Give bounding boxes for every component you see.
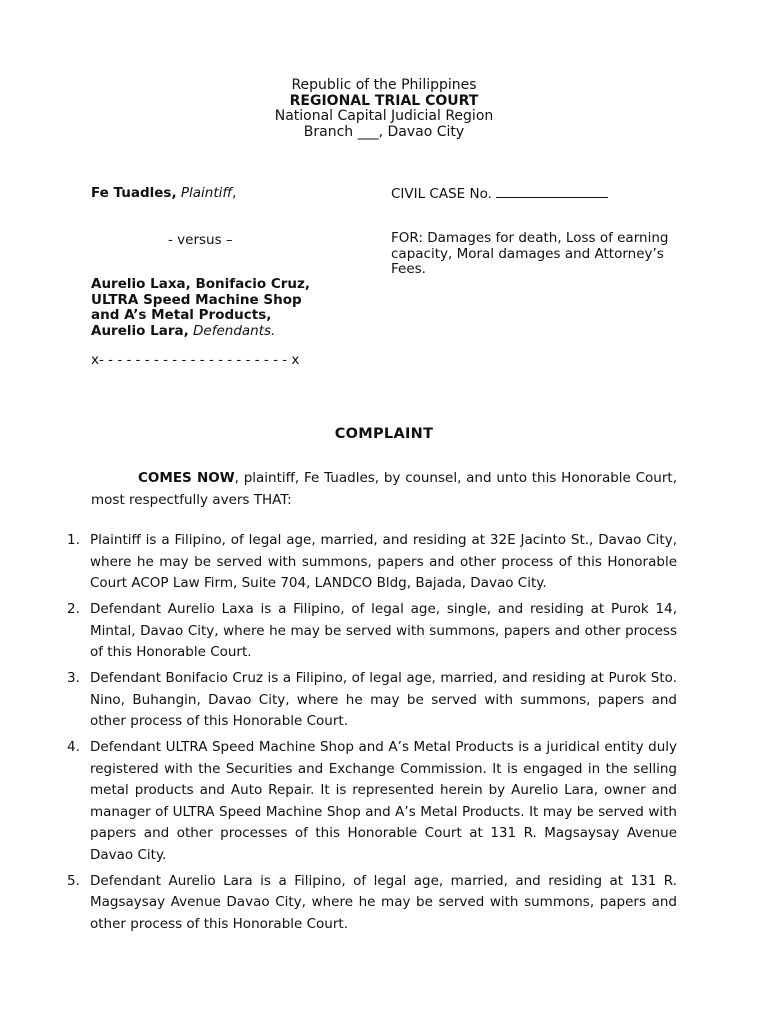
- allegation-number: 3.: [67, 670, 80, 686]
- allegation-text: Defendant Bonifacio Cruz is a Filipino, of legal age, married, and residing at Purok Sto. Nino, Buhangin, Davao City, where he may be served with summons, papers and other process of this Honorable Court.: [90, 670, 677, 729]
- intro-rest: , plaintiff, Fe Tuadles, by counsel, and unto this Honorable Court, most respectfully avers THAT:: [91, 470, 677, 508]
- allegation-item: [62, 737, 677, 866]
- intro-paragraph: [91, 468, 677, 511]
- branch-line: Branch ___, Davao City: [303, 123, 465, 140]
- allegation-item: [62, 668, 677, 733]
- civil-case-label: CIVIL CASE No.: [391, 186, 492, 202]
- court-header: [0, 78, 768, 140]
- plaintiff-line: [91, 185, 236, 201]
- allegation-text: Defendant Aurelio Laxa is a Filipino, of legal age, single, and residing at Purok 14, Mintal, Davao City, where he may be served with summons, papers and other process of this Honorable Court.: [90, 601, 677, 660]
- defendant-names: Aurelio Laxa, Bonifacio Cruz, ULTRA Speed Machine Shop and A’s Metal Products, Aurelio Lara,: [91, 276, 311, 339]
- allegation-number: 2.: [67, 601, 80, 617]
- allegation-item: [62, 530, 677, 595]
- versus-label: - versus –: [168, 232, 233, 248]
- allegation-number: 1.: [67, 532, 80, 548]
- intro-lead: COMES NOW: [138, 470, 235, 486]
- allegation-text: Plaintiff is a Filipino, of legal age, married, and residing at 32E Jacinto St., Davao City, where he may be served with summons, papers and other process of this Honorable Court ACOP Law Firm, Suite 704, LANDCO Bldg, Bajada, Davao City.: [90, 532, 677, 591]
- defendant-role: Defendants.: [193, 322, 276, 339]
- plaintiff-role: Plaintiff: [180, 185, 233, 201]
- allegation-number: 4.: [67, 739, 80, 755]
- judicial-region: National Capital Judicial Region: [274, 108, 494, 124]
- allegations-list: [62, 530, 677, 940]
- allegation-item: [62, 871, 677, 936]
- civil-case-line: [391, 185, 608, 202]
- allegation-item: [62, 599, 677, 664]
- plaintiff-suffix: ,: [232, 185, 237, 201]
- allegation-text: Defendant Aurelio Lara is a Filipino, of legal age, married, and residing at 131 R. Magsaysay Avenue Davao City, where he may be served with summons, papers and other process of this Honorable Court.: [90, 872, 677, 932]
- defendants-block: [91, 277, 311, 339]
- case-nature: FOR: Damages for death, Loss of earning capacity, Moral damages and Attorney’s Fees.: [391, 230, 669, 277]
- allegation-text: Defendant ULTRA Speed Machine Shop and A’s Metal Products is a juridical entity duly registered with the Securities and Exchange Commission. It is engaged in the selling metal products and Auto Repair. It is represented herein by Aurelio Lara, owner and manager of ULTRA Speed Machine Shop and A’s Metal Products. It may be served with papers and other processes of this Honorable Court at 131 R. Magsaysay Avenue Davao City.: [90, 739, 677, 863]
- allegation-number: 5.: [67, 872, 80, 889]
- document-title: COMPLAINT: [334, 426, 434, 442]
- plaintiff-name: Fe Tuadles,: [91, 185, 177, 201]
- civil-case-number-blank: [496, 185, 608, 198]
- caption-divider: x- - - - - - - - - - - - - - - - - - - - - x: [91, 352, 300, 368]
- republic-line: Republic of the Philippines: [291, 77, 477, 93]
- court-name: REGIONAL TRIAL COURT: [289, 92, 479, 109]
